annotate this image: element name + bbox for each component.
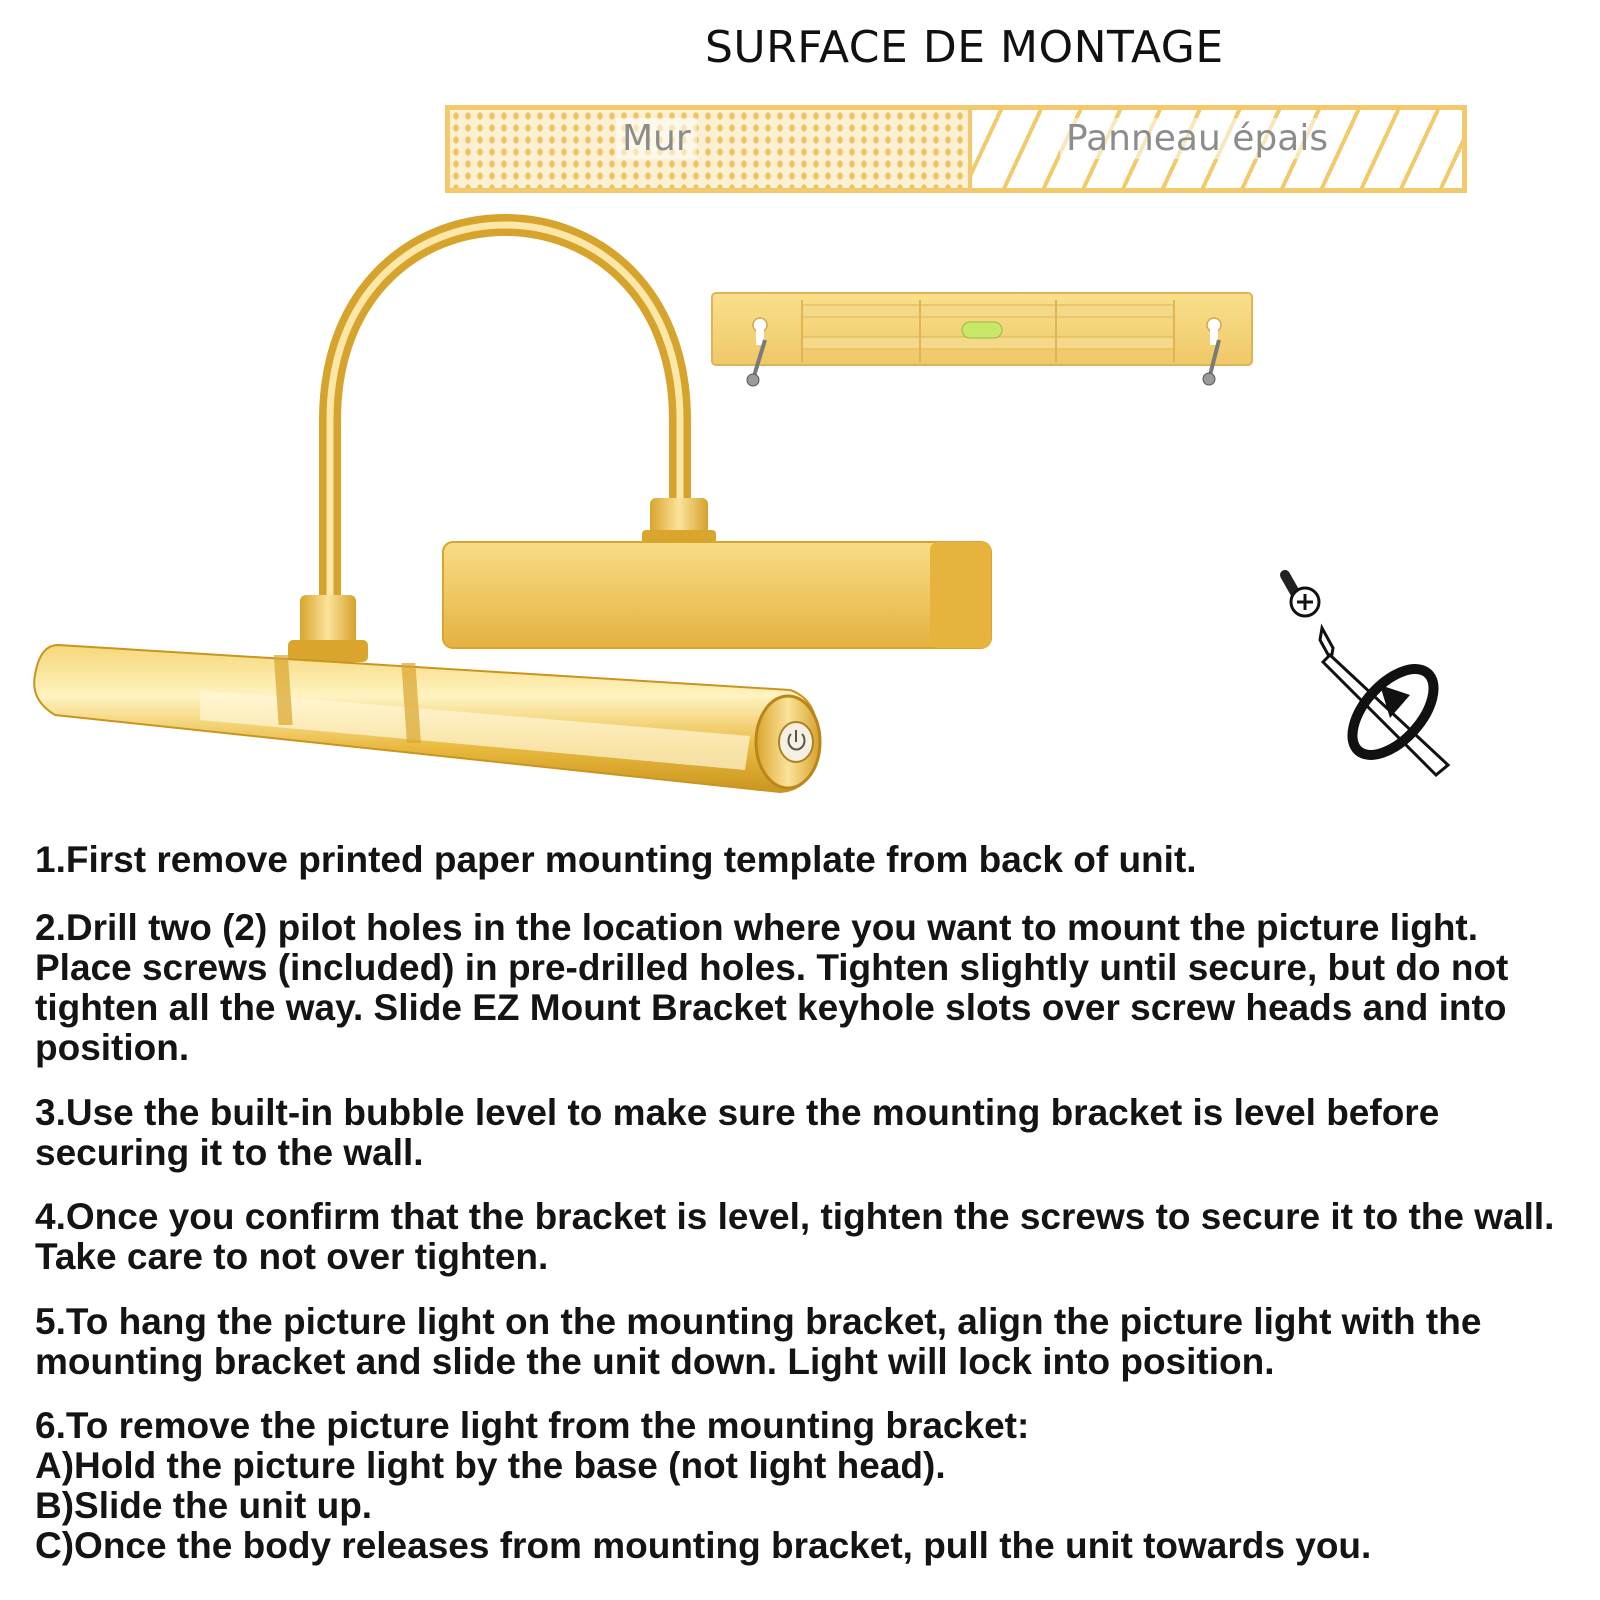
step-3: 3.Use the built-in bubble level to make sure the mounting bracket is level before securing it to the wall. <box>35 1092 1440 1173</box>
step-6b: B)Slide the unit up. <box>35 1485 373 1526</box>
step-6 <box>35 1406 1371 1566</box>
wall-label: Mur <box>616 118 697 159</box>
step-6-intro: 6.To remove the picture light from the mounting bracket: <box>35 1405 1030 1446</box>
screw-icon <box>1285 575 1319 616</box>
step-1: 1.First remove printed paper mounting template from back of unit. <box>35 839 1197 880</box>
step-2: 2.Drill two (2) pilot holes in the location where you want to mount the picture light. Place screws (included) in pre-drilled holes. Tighten slightly until secure, but do not tighten all the way. Slide EZ Mount Bracket keyhole slots over screw heads and into position. <box>35 907 1509 1068</box>
screwdriver-rotation-icon <box>1320 628 1449 775</box>
step-6c: C)Once the body releases from mounting bracket, pull the unit towards you. <box>35 1525 1372 1566</box>
page-title: SURFACE DE MONTAGE <box>705 22 1224 73</box>
step-6a: A)Hold the picture light by the base (not light head). <box>35 1445 946 1486</box>
panel-label: Panneau épais <box>1060 118 1334 159</box>
step-4: 4.Once you confirm that the bracket is level, tighten the screws to secure it to the wall. Take care to not over tighten. <box>35 1196 1555 1277</box>
mounting-bracket-illustration <box>712 293 1252 386</box>
step-5: 5.To hang the picture light on the mounting bracket, align the picture light with the mounting bracket and slide the unit down. Light will lock into position. <box>35 1301 1482 1382</box>
